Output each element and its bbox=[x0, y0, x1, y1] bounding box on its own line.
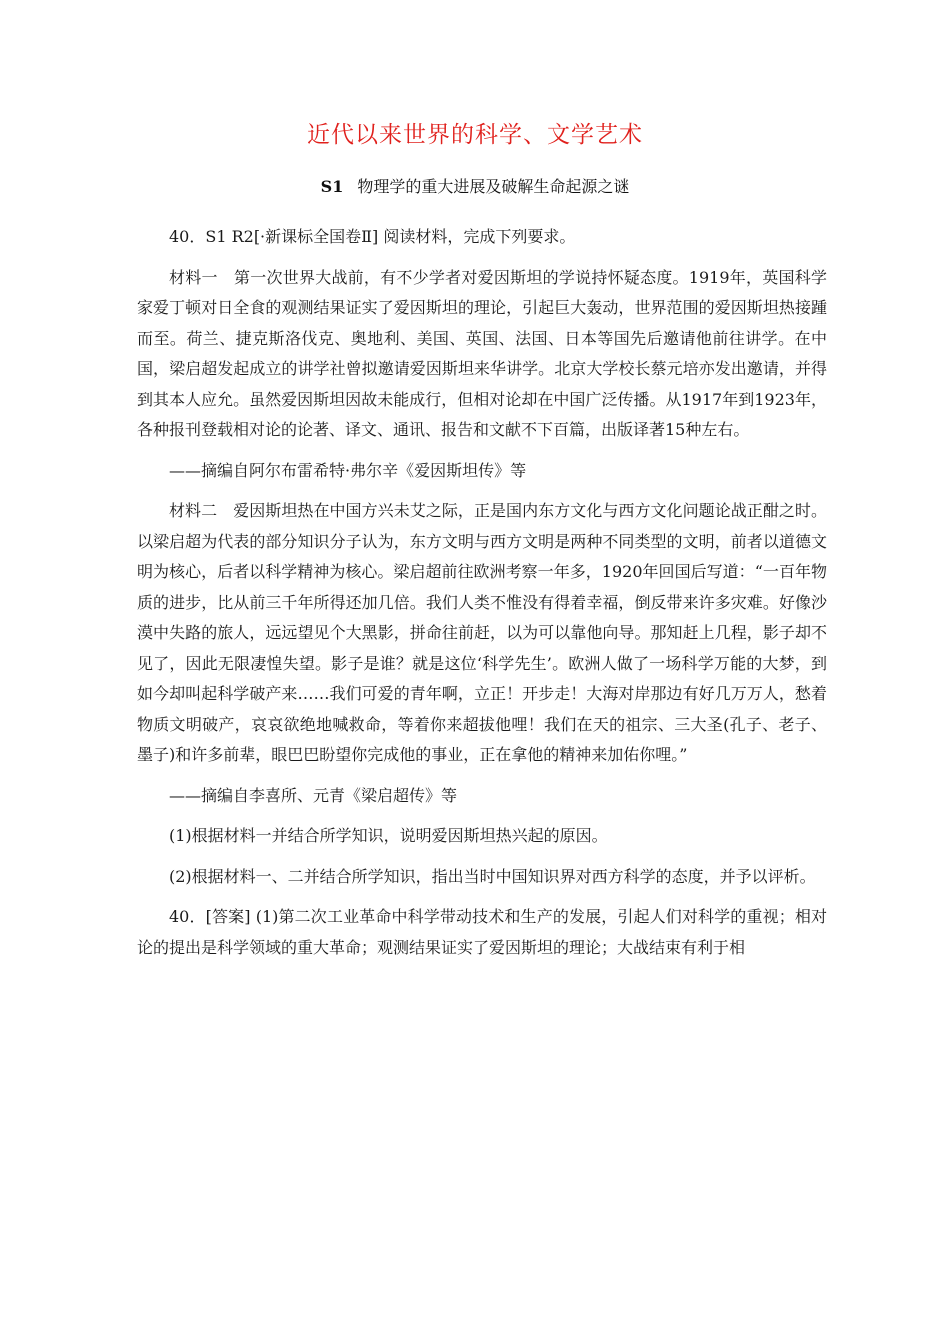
material-one: 材料一 第一次世界大战前，有不少学者对爱因斯坦的学说持怀疑态度。1919年，英国科学家爱丁顿对日全食的观测结果证实了爱因斯坦的理论，引起巨大轰动，世界范围的爱因斯坦热接踵而至。荷兰、捷克斯洛伐克、奥地利、美国、英国、法国、日本等国先后邀请他前往讲学。在中国，梁启超发起成立的讲学社曾拟邀请爱因斯坦来华讲学。北京大学校长蔡元培亦发出邀请，并得到其本人应允。虽然爱因斯坦因故未能成行，但相对论却在中国广泛传播。从1917年到1923年，各种报刊登载相对论的论著、译文、通讯、报告和文献不下百篇，出版译著15种左右。 bbox=[137, 267, 827, 439]
question-one: (1)根据材料一并结合所学知识，说明爱因斯坦热兴起的原因。 bbox=[169, 826, 608, 845]
answer-text: 40．[答案] (1)第二次工业革命中科学带动技术和生产的发展，引起人们对科学的重视；相对论的提出是科学领域的重大革命；观测结果证实了爱因斯坦的理论；大战结束有利于相 bbox=[137, 907, 827, 957]
material-two: 材料二 爱因斯坦热在中国方兴未艾之际，正是国内东方文化与西方文化问题论战正酣之时。以梁启超为代表的部分知识分子认为，东方文明与西方文明是两种不同类型的文明，前者以道德文明为核心，后者以科学精神为核心。梁启超前往欧洲考察一年多，1920年回国后写道：“一百年物质的进步，比从前三千年所得还加几倍。我们人类不惟没有得着幸福，倒反带来许多灾难。好像沙漠中失路的旅人，远远望见个大黑影，拼命往前赶，以为可以靠他向导。那知赶上几程，影子却不见了，因此无限凄惶失望。影子是谁？就是这位‘科学先生’。欧洲人做了一场科学万能的大梦，到如今却叫起科学破产来……我们可爱的青年啊，立正！开步走！大海对岸那边有好几万万人，愁着物质文明破产，哀哀欲绝地喊救命，等着你来超拔他哩！我们在天的祖宗、三大圣(孔子、老子、墨子)和许多前辈，眼巴巴盼望你完成他的事业，正在拿他的精神来加佑你哩。” bbox=[137, 501, 827, 764]
section-code: S1 bbox=[320, 177, 344, 196]
section-heading bbox=[0, 174, 950, 200]
material-two-source: ——摘编自李喜所、元青《梁启超传》等 bbox=[169, 785, 458, 805]
material-one-source: ——摘编自阿尔布雷希特·弗尔辛《爱因斯坦传》等 bbox=[169, 460, 527, 480]
document-body bbox=[137, 222, 827, 973]
question-header: 40．S1 R2[·新课标全国卷Ⅱ] 阅读材料，完成下列要求。 bbox=[169, 227, 576, 246]
section-heading-text: 物理学的重大进展及破解生命起源之谜 bbox=[357, 177, 630, 196]
document-title: 近代以来世界的科学、文学艺术 bbox=[307, 122, 643, 148]
question-two: (2)根据材料一、二并结合所学知识，指出当时中国知识界对西方科学的态度，并予以评析。 bbox=[169, 866, 816, 886]
